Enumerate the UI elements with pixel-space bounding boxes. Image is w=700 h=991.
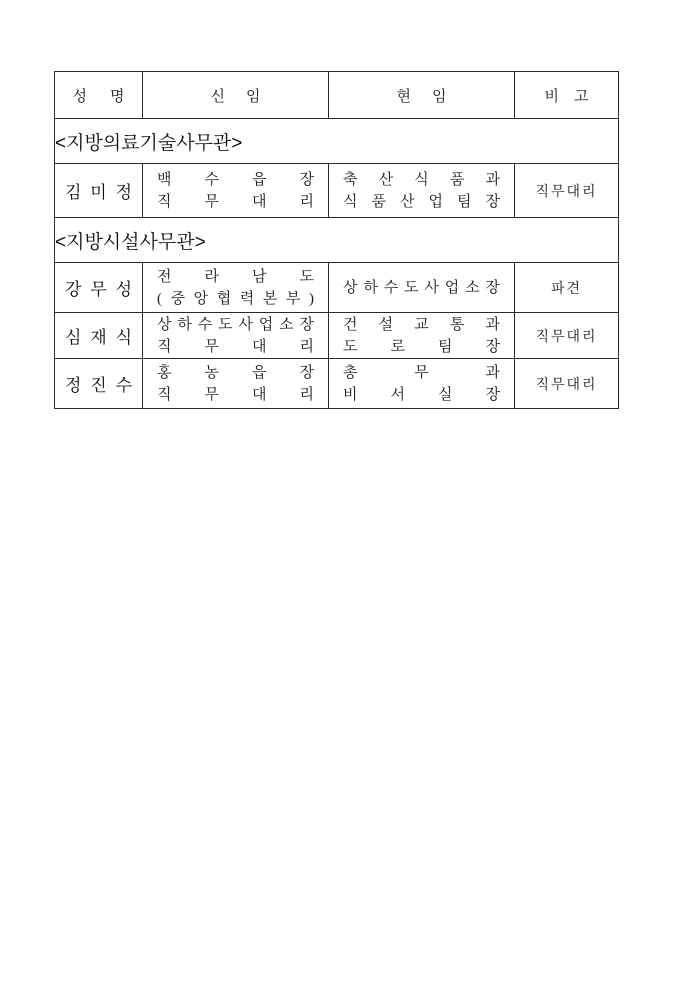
column-header-note [515,72,619,119]
person-name: 심 재 식 [65,328,132,347]
position-line: 도 로 팀 장 [343,338,500,355]
person-name: 정 진 수 [65,376,132,395]
position-line: 백 수 읍 장 [157,171,314,188]
position-line: ( 중 앙 협 력 본 부 ) [157,290,314,307]
name-cell [55,359,143,409]
person-name: 강 무 성 [65,280,132,299]
current-position-cell [329,359,515,409]
current-position-cell [329,313,515,359]
column-header-current-position [329,72,515,119]
position-line: 건 설 교 통 과 [343,316,500,333]
table-header-row [55,72,619,119]
position-line: 직 무 대 리 [157,193,314,210]
position-line: 비 서 실 장 [343,386,500,403]
table-row [55,359,619,409]
personnel-table [54,71,619,409]
column-header-new-position [143,72,329,119]
column-header-name-label: 성 명 [72,88,125,105]
person-name: 김 미 정 [65,183,132,202]
name-cell [55,164,143,218]
current-position-cell [329,263,515,313]
table-row [55,313,619,359]
new-position-cell [143,359,329,409]
note-cell: 직무대리 [515,359,619,409]
name-cell [55,313,143,359]
section-title: <지방시설사무관> [55,218,619,263]
table-row [55,164,619,218]
column-header-name [55,72,143,119]
position-line: 직 무 대 리 [157,338,314,355]
column-header-new-position-label: 신 임 [210,88,261,105]
column-header-current-position-label: 현 임 [396,88,447,105]
position-line: 직 무 대 리 [157,386,314,403]
current-position-cell [329,164,515,218]
new-position-cell [143,263,329,313]
note-cell: 직무대리 [515,313,619,359]
position-line: 축 산 식 품 과 [343,171,500,188]
position-line: 상 하 수 도 사 업 소 장 [157,316,314,333]
section-title: <지방의료기술사무관> [55,119,619,164]
position-line: 홍 농 읍 장 [157,364,314,381]
note-cell: 파견 [515,263,619,313]
position-line: 상 하 수 도 사 업 소 장 [343,279,500,296]
position-line: 식 품 산 업 팀 장 [343,193,500,210]
new-position-cell [143,313,329,359]
table-row [55,263,619,313]
section-title-row [55,119,619,164]
position-line: 총 무 과 [343,364,500,381]
new-position-cell [143,164,329,218]
section-title-row [55,218,619,263]
position-line: 전 라 남 도 [157,268,314,285]
column-header-note-label: 비 고 [544,88,589,105]
name-cell [55,263,143,313]
note-cell: 직무대리 [515,164,619,218]
